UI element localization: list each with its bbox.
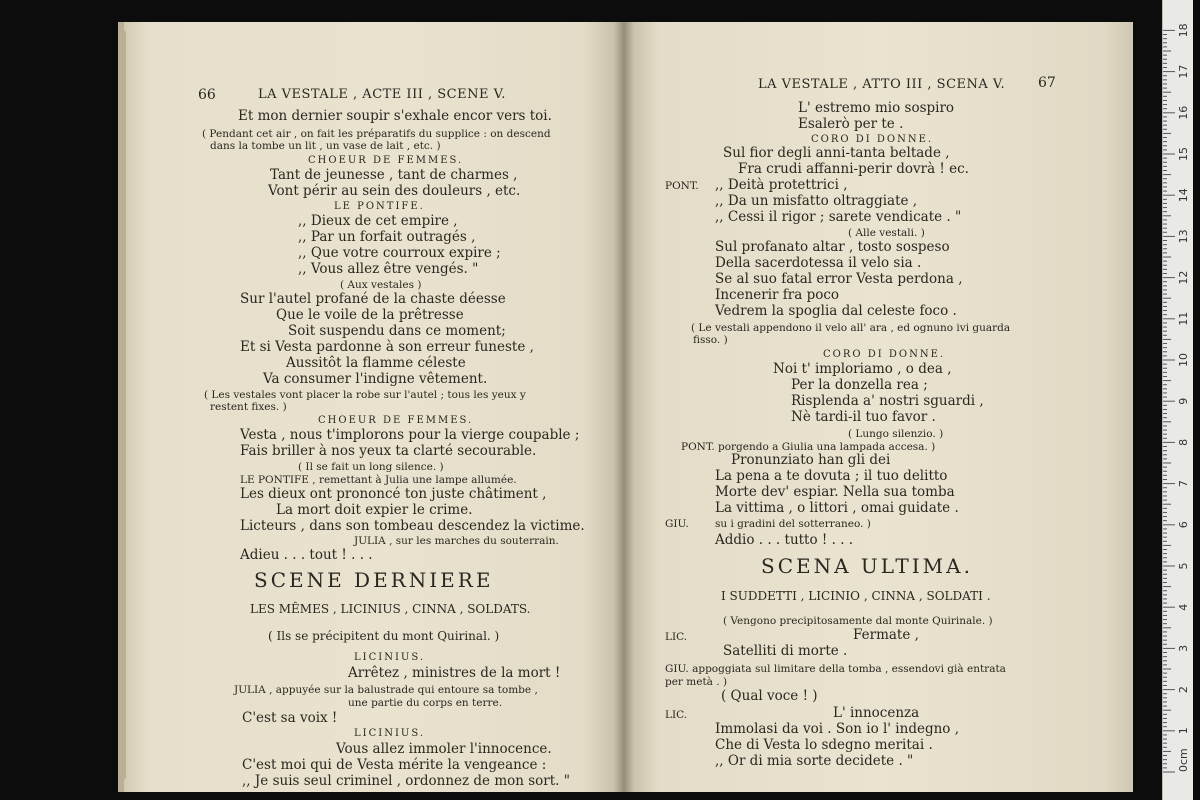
speaker-name: LICINIUS.	[354, 652, 425, 663]
speaker-name: LE PONTIFE.	[334, 201, 425, 212]
text-line: Sul fior degli anni-tanta beltade ,	[723, 145, 950, 161]
stage-direction: ( Ils se précipitent du mont Quirinal. )	[268, 629, 500, 643]
ruler-label: 6	[1177, 521, 1190, 529]
text-line: Nè tardi-il tuo favor .	[791, 409, 936, 425]
scene-cast: LES MÊMES , LICINIUS , CINNA , SOLDATS.	[250, 602, 531, 616]
ruler-label: 13	[1177, 229, 1190, 244]
speaker-abbr: PONT.	[665, 180, 699, 192]
stage-direction: ( Pendant cet air , on fait les préparatifs du supplice : on descend	[202, 128, 551, 140]
stage-direction: JULIA , appuyée sur la balustrade qui entoure sa tombe ,	[234, 684, 538, 696]
stage-direction: ( Le vestali appendono il velo all' ara , ed ognuno ivi guarda	[691, 322, 1011, 334]
text-line: Soit suspendu dans ce moment;	[288, 323, 506, 339]
text-line: Fais briller à nos yeux ta clarté secourable.	[240, 443, 537, 459]
speaker-abbr: LIC.	[665, 631, 688, 643]
text-line: Vont périr au sein des douleurs , etc.	[268, 183, 521, 199]
ruler-label: 1	[1177, 727, 1190, 735]
text-line: Addio . . . tutto ! . . .	[715, 532, 854, 548]
text-line: Della sacerdotessa il velo sia .	[715, 255, 922, 271]
text-line: Sul profanato altar , tosto sospeso	[715, 239, 950, 255]
ruler-label: 2	[1177, 686, 1190, 694]
speaker-name: LICINIUS.	[354, 728, 425, 739]
book-gutter	[614, 22, 634, 792]
text-line: Morte dev' espiar. Nella sua tomba	[715, 484, 955, 500]
text-line: Vedrem la spoglia dal celeste foco .	[715, 303, 957, 319]
text-line: Incenerir fra poco	[715, 287, 840, 303]
speaker-abbr: LIC.	[665, 709, 688, 721]
text-line: Adieu . . . tout ! . . .	[240, 547, 373, 563]
scene-heading: SCENA ULTIMA.	[761, 554, 973, 578]
text-line: ,, Par un forfait outragés ,	[298, 229, 476, 245]
text-line: La pena a te dovuta ; il tuo delitto	[715, 468, 948, 484]
text-line: L' estremo mio sospiro	[798, 100, 955, 116]
text-line: Satelliti di morte .	[723, 643, 848, 659]
text-line: La mort doit expier le crime.	[276, 502, 473, 518]
page-edge	[118, 30, 126, 780]
stage-direction: GIU. appoggiata sul limitare della tomba , essendovi già entrata	[665, 663, 1006, 675]
text-line: C'est sa voix !	[242, 710, 338, 726]
text-line: Et si Vesta pardonne à son erreur funeste ,	[240, 339, 534, 355]
ruler-label: 7	[1177, 480, 1190, 488]
text-line: Que le voile de la prêtresse	[276, 307, 464, 323]
scene-cast: I SUDDETTI , LICINIO , CINNA , SOLDATI .	[721, 589, 991, 603]
stage-direction: PONT. porgendo a Giulia una lampada accesa. )	[681, 441, 936, 453]
ruler-label: 9	[1177, 397, 1190, 405]
text-line: La vittima , o littori , omai guidate .	[715, 500, 959, 516]
ruler-label: 18	[1177, 23, 1190, 38]
text-line: ,, Vous allez être vengés. "	[298, 261, 479, 277]
running-header: LA VESTALE , ATTO III , SCENA V.	[758, 77, 1006, 92]
ruler-label: 14	[1177, 188, 1190, 203]
speaker-abbr: GIU.	[665, 518, 689, 530]
text-line: Va consumer l'indigne vêtement.	[263, 371, 488, 387]
ruler-label: 8	[1177, 438, 1190, 446]
book-spread	[118, 22, 1133, 792]
text-line: Esalerò per te .	[798, 116, 904, 132]
running-header: LA VESTALE , ACTE III , SCENE V.	[258, 87, 506, 102]
text-line: Per la donzella rea ;	[791, 377, 928, 393]
text-line: Les dieux ont prononcé ton juste châtiment ,	[240, 486, 547, 502]
speaker-name: CHOEUR DE FEMMES.	[318, 415, 474, 426]
text-line: ,, Da un misfatto oltraggiate ,	[715, 193, 918, 209]
text-line: Et mon dernier soupir s'exhale encor vers toi.	[238, 108, 552, 124]
text-line: Vesta , nous t'implorons pour la vierge coupable ;	[240, 427, 580, 443]
stage-direction: LE PONTIFE , remettant à Julia une lampe allumée.	[240, 474, 517, 486]
left-page	[118, 22, 623, 792]
stage-direction: fisso. )	[693, 334, 728, 346]
text-line: Tant de jeunesse , tant de charmes ,	[270, 167, 518, 183]
ruler-label: 3	[1177, 644, 1190, 652]
ruler-label: 5	[1177, 562, 1190, 570]
stage-direction: ( Aux vestales )	[340, 279, 422, 291]
stage-direction: ( Il se fait un long silence. )	[298, 461, 444, 473]
ruler-label: 16	[1177, 105, 1190, 120]
text-line: ,, Cessi il rigor ; sarete vendicate . "	[715, 209, 962, 225]
text-line: C'est moi qui de Vesta mérite la vengeance :	[242, 757, 547, 773]
ruler-label: 0cm	[1177, 748, 1190, 772]
stage-direction: dans la tombe un lit , un vase de lait , etc. )	[210, 140, 441, 152]
stage-direction: per metà . )	[665, 676, 728, 688]
text-line: ( Qual voce ! )	[721, 688, 818, 704]
text-line: Fermate ,	[853, 627, 919, 643]
stage-direction: une partie du corps en terre.	[348, 697, 503, 709]
stage-direction: ( Vengono precipitosamente dal monte Quirinale. )	[723, 615, 993, 627]
text-line: Sur l'autel profané de la chaste déesse	[240, 291, 506, 307]
ruler-label: 15	[1177, 147, 1190, 161]
text-line: Vous allez immoler l'innocence.	[336, 741, 552, 757]
stage-direction: su i gradini del sotterraneo. )	[715, 518, 871, 530]
text-line: Risplenda a' nostri sguardi ,	[791, 393, 984, 409]
stage-direction: JULIA , sur les marches du souterrain.	[354, 535, 559, 547]
ruler-label: 4	[1177, 603, 1190, 611]
text-line: ,, Or di mia sorte decidete . "	[715, 753, 914, 769]
text-line: Fra crudi affanni-perir dovrà ! ec.	[738, 161, 969, 177]
ruler-ticks	[1163, 0, 1193, 800]
stage-direction: restent fixes. )	[210, 401, 287, 413]
stage-direction: ( Lungo silenzio. )	[848, 428, 944, 440]
speaker-name: CORO DI DONNE.	[811, 134, 934, 145]
scene-heading: SCENE DERNIERE	[254, 568, 494, 592]
text-line: Immolasi da voi . Son io l' indegno ,	[715, 721, 960, 737]
text-line: Noi t' imploriamo , o dea ,	[773, 361, 952, 377]
ruler-label: 17	[1177, 64, 1190, 79]
ruler-label: 12	[1177, 270, 1190, 285]
text-line: Aussitôt la flamme céleste	[286, 355, 466, 371]
text-line: Licteurs , dans son tombeau descendez la victime.	[240, 518, 585, 534]
text-line: ,, Que votre courroux expire ;	[298, 245, 501, 261]
text-line: Che di Vesta lo sdegno meritai .	[715, 737, 933, 753]
ruler-label: 10	[1177, 353, 1190, 367]
text-line: Pronunziato han gli dei	[731, 452, 891, 468]
measuring-ruler	[1162, 0, 1193, 800]
text-line: Arrêtez , ministres de la mort !	[348, 665, 561, 681]
stage-direction: ( Alle vestali. )	[848, 227, 925, 239]
page-number: 67	[1038, 75, 1056, 91]
page-number: 66	[198, 87, 216, 103]
speaker-name: CHOEUR DE FEMMES.	[308, 155, 464, 166]
text-line: L' innocenza	[833, 705, 920, 721]
text-line: ,, Je suis seul criminel , ordonnez de mon sort. "	[242, 773, 570, 789]
ruler-label: 11	[1177, 311, 1190, 326]
text-line: Se al suo fatal error Vesta perdona ,	[715, 271, 963, 287]
text-line: ,, Dieux de cet empire ,	[298, 213, 458, 229]
stage-direction: ( Les vestales vont placer la robe sur l'autel ; tous les yeux y	[204, 389, 526, 401]
speaker-name: CORO DI DONNE.	[823, 349, 946, 360]
right-page	[623, 22, 1133, 792]
text-line: ,, Deità protettrici ,	[715, 177, 848, 193]
